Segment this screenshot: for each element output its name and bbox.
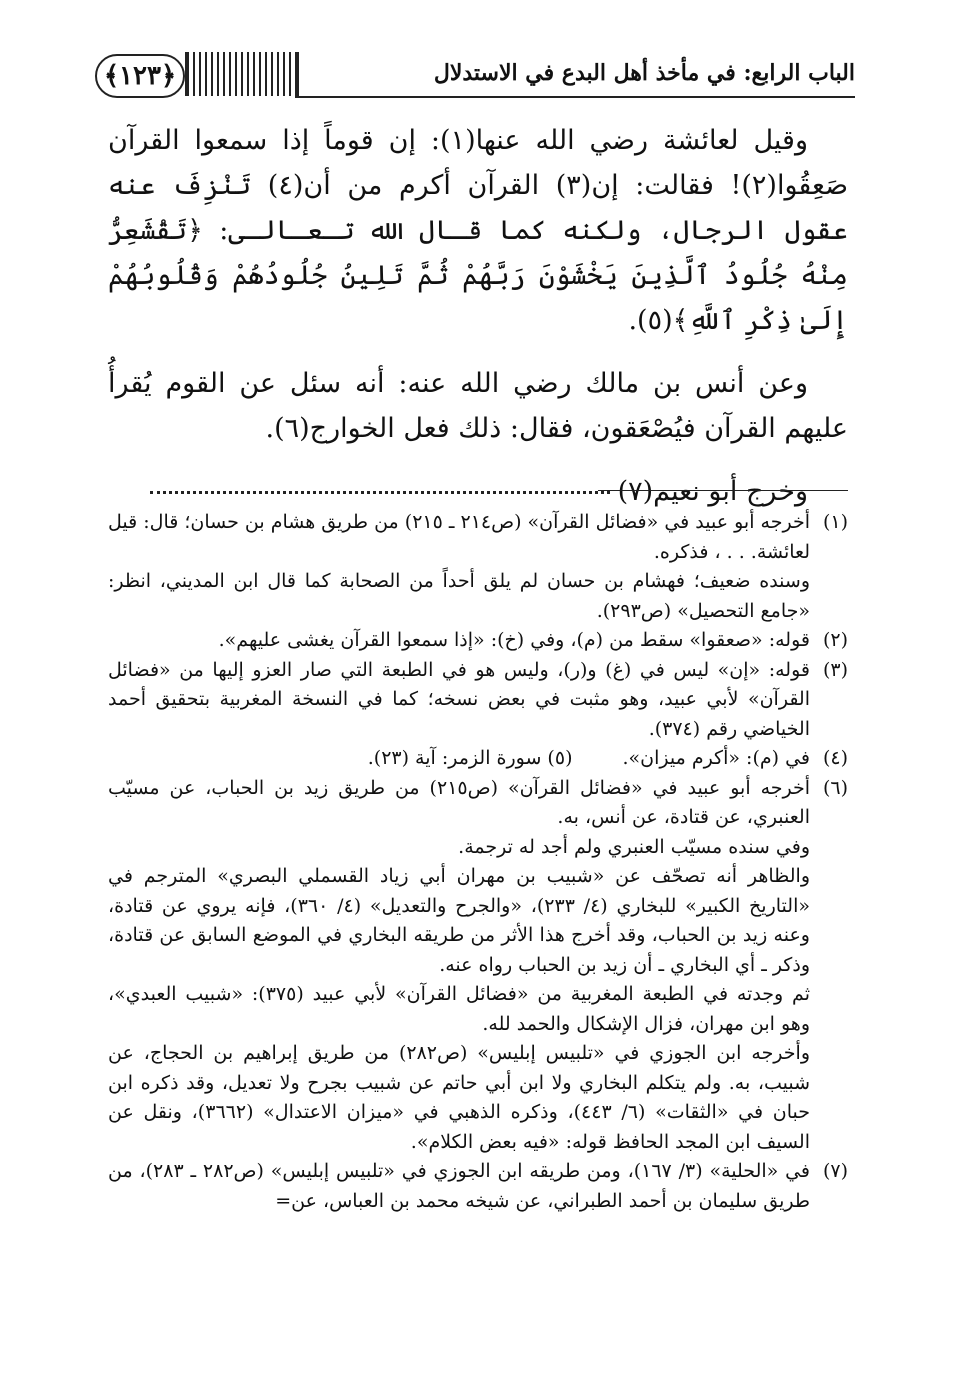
footnote-text: وفي سنده مسيّب العنبري ولم أجد له ترجمة. [458, 835, 810, 858]
footnote-text: سورة الزمر: آية (٢٣). [367, 747, 542, 769]
footnote [108, 744, 848, 774]
footnote [108, 774, 848, 1158]
footnote-number: (٧) [822, 1160, 848, 1182]
footnote-row [108, 744, 810, 774]
footnote-text: قوله: «إن» ليس في (غ) و(ر)، وليس هو في الطبعة التي صار العزو إليها من «فضائل القرآن» لأبي عبيد، وهو مثبت في بعض نسخه؛ كما في النسخة المغربية بتحقيق أحمد الخياضي رقم (٣٧٤). [108, 658, 810, 740]
footnote-text: ثم وجدته في الطبعة المغربية من «فضائل القرآن» لأبي عبيد (٣٧٥): «شبيب العبدي»، وهو ابن مهران، فزال الإشكال والحمد لله. [108, 983, 810, 1035]
footnote-number: (٢) [822, 629, 848, 651]
footnote-number: (٦) [822, 776, 848, 799]
page-number: ﴿١٢٣﴾ [95, 54, 185, 98]
continuation-dots [150, 491, 610, 494]
footnote-separator [598, 490, 848, 491]
footnote-text: وأخرجه ابن الجوزي في «تلبيس إبليس» (ص٢٨٢) من طريق إبراهيم بن الحجاج، عن شبيب، به. ولم يتكلم البخاري ولا ابن أبي حاتم عن شبيب بجرح ولا تعديل، وقد ذكره ابن حبان في «الثقات» (٦/ ٤٤٣)، وذكره الذهبي في «ميزان الاعتدال» (٣٦٦٢)، ونقل عن السيف ابن المجد الحافظ قوله: «فيه بعض الكلام». [108, 1042, 811, 1153]
footnote-text: أخرجه أبو عبيد في «فضائل القرآن» (ص٢١٤ ـ ٢١٥) من طريق هشام بن حسان؛ قال: قيل لعائشة. . . ، فذكره. [108, 511, 810, 563]
footnote-text: في «الحلية» (٣/ ١٦٧)، ومن طريقه ابن الجوزي في «تلبيس إبليس» (ص٢٨٢ ـ ٢٨٣)، من طريق سليمان بن أحمد الطبراني، عن شيخه محمد بن العباس، عن= [108, 1160, 811, 1212]
header-ornament [185, 52, 299, 96]
footnote-text: وسنده ضعيف؛ فهشام بن حسان لم يلق أحداً من الصحابة كما قال ابن المديني، انظر: «جامع التحصيل» (ص٢٩٣). [108, 570, 810, 622]
footnote-inline [368, 744, 573, 774]
footnotes [108, 508, 848, 1216]
footnote [108, 1157, 848, 1216]
footnote-number: (١) [822, 511, 848, 533]
running-title: الباب الرابع: في مأخذ أهل البدع في الاستدلال [433, 60, 855, 86]
footnote-number: (٣) [822, 658, 848, 681]
footnote [108, 626, 848, 656]
paragraph-text: وخرج أبو نعيم(٧) [617, 476, 808, 507]
footnote-text: والظاهر أنه تصحّف عن «شبيب بن مهران أبي زياد القسملي البصري» المترجم في «التاريخ الكبير» للبخاري (٤/ ٢٣٣)، «والجرح والتعديل» (٤/ ٣٦٠)، فإنه يروي عن قتادة، وعنه زيد بن الحباب، وقد أخرج هذا الأثر من طريقه البخاري في الموضع السابق عن قتادة، وذكر ـ أي البخاري ـ أن زيد بن الحباب رواه عنه. [108, 865, 810, 976]
footnote-text: قوله: «صعقوا» سقط من (م)، وفي (خ): «إذا سمعوا القرآن يغشى عليهم». [218, 629, 810, 651]
footnote-number: (٥) [547, 747, 573, 769]
footnote-text: في (م): «أكرم ميزان». [622, 747, 810, 769]
page-header [95, 48, 855, 104]
paragraph: وقيل لعائشة رضي الله عنها(١): إن قوماً إذا سمعوا القرآن صَعِقُوا(٢)! فقالت: إن(٣) القرآن أكرم من أن(٤) تَنْزِفَ عنه عقول الرجال، ولكنه كما قـال الله تـعـالـى: ﴿تَقْشَعِرُّ مِنْهُ جُلُودُ ٱلَّذِينَ يَخْشَوْنَ رَبَّهُمْ ثُمَّ تَلِينُ جُلُودُهُمْ وَقُلُوبُهُمْ إِلَىٰ ذِكْرِ ٱللَّهِ﴾(٥). [108, 125, 848, 336]
footnote-number: (٤) [822, 747, 848, 769]
main-text [108, 118, 848, 514]
footnote [108, 656, 848, 745]
footnote [108, 508, 848, 626]
footnote-text: أخرجه أبو عبيد في «فضائل القرآن» (ص٢١٥) من طريق زيد بن الحباب، عن مسيّب العنبري، عن قتادة، عن أنس، به. [108, 776, 811, 828]
paragraph: وعن أنس بن مالك رضي الله عنه: أنه سئل عن القوم يُقرأُ عليهم القرآن فيُصْعَقون، فقال: ذلك فعل الخوارج(٦). [108, 368, 848, 444]
header-rule [295, 96, 855, 98]
